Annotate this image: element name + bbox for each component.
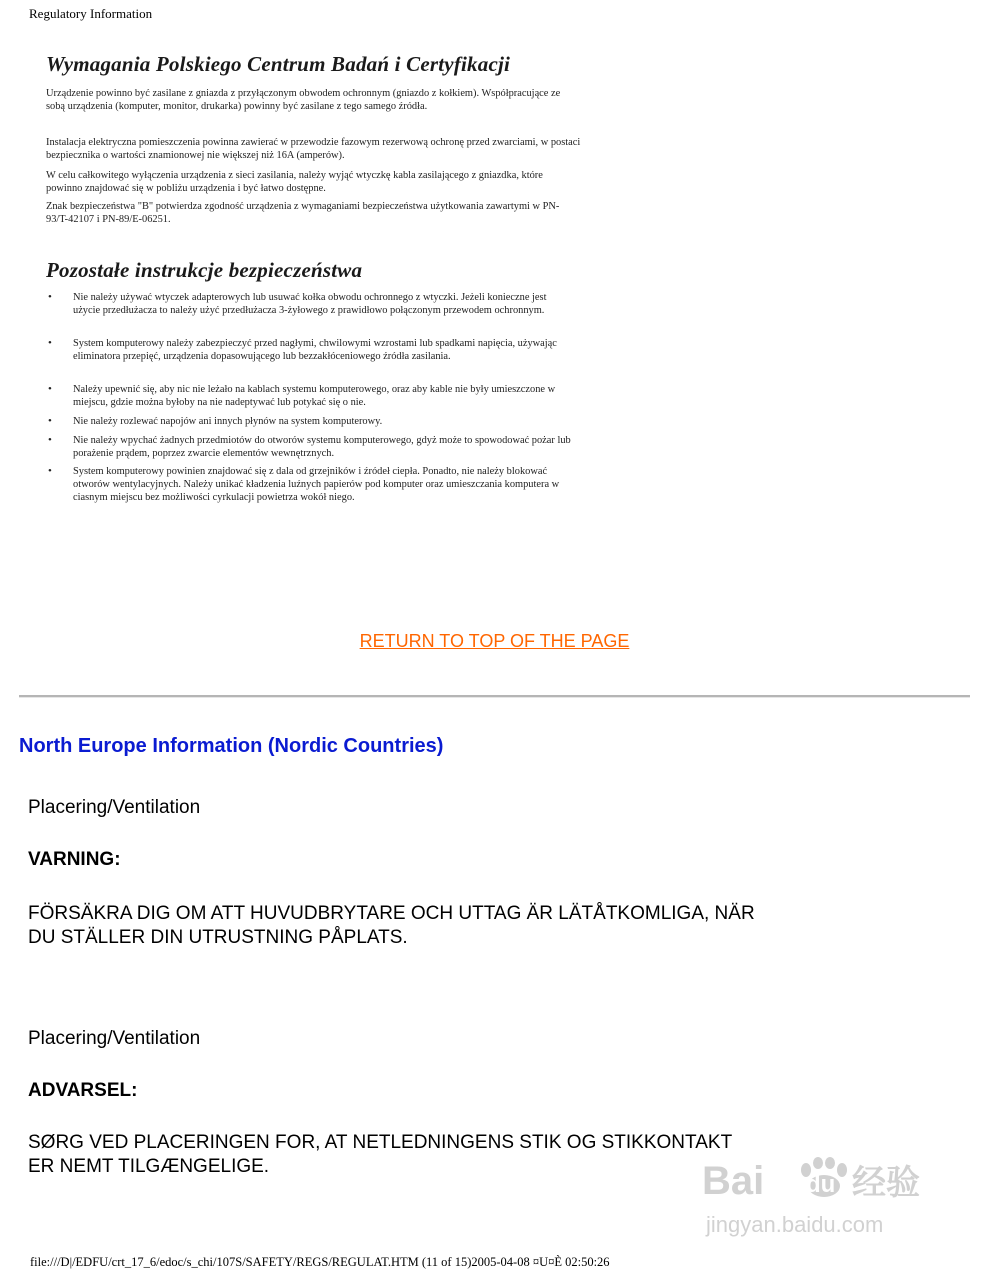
polish-paragraph: Instalacja elektryczna pomieszczenia powinna zawierać w przewodzie fazowym rezerwową ochronę przed zwarciami, w postaci bezpiecznika o wartości znamionowej nie większej niż 16A (amperów).	[46, 137, 581, 161]
warning-text-line: DU STÄLLER DIN UTRUSTNING PÅPLATS.	[28, 927, 408, 948]
baidu-watermark	[700, 1150, 940, 1250]
return-link-container	[0, 631, 989, 652]
bullet-icon: •	[48, 415, 52, 427]
bullet-item	[46, 415, 586, 428]
watermark-brand: Bai	[702, 1159, 765, 1203]
polish-paragraph: Urządzenie powinno być zasilane z gniazda z przyłączonym obwodem ochronnym (gniazdo z kołkiem). Współpracujące ze sobą urządzenia (komputer, monitor, drukarka) powinny być zasilane z tego samego źródła.	[46, 88, 561, 112]
polish-safety-heading: Pozostałe instrukcje bezpieczeństwa	[46, 258, 363, 282]
placement-label: Placering/Ventilation	[28, 797, 201, 818]
bullet-text: System komputerowy należy zabezpieczyć przed nagłymi, chwilowymi wzrostami lub spadkami napięcia, używając eliminatora przepięć, urządzenia dopasowującego lub bezzakłóceniowego źródła zasilania.	[73, 338, 557, 362]
polish-heading: Wymagania Polskiego Centrum Badań i Certyfikacji	[46, 52, 511, 76]
section-title: North Europe Information (Nordic Countries)	[19, 735, 444, 757]
file-path-footer: file:///D|/EDFU/crt_17_6/edoc/s_chi/107S/SAFETY/REGS/REGULAT.HTM (11 of 15)2005-04-08 ¤U¤È 02:50:26	[30, 1255, 610, 1269]
bullet-icon: •	[48, 291, 52, 303]
watermark-url: jingyan.baidu.com	[706, 1212, 884, 1237]
bullet-item	[46, 383, 586, 409]
warning-label: ADVARSEL:	[28, 1080, 138, 1101]
bullet-item	[46, 291, 586, 317]
polish-paragraph: Znak bezpieczeństwa "B" potwierdza zgodność urządzenia z wymaganiami bezpieczeństwa użytkowania zawartymi w PN-93/T-42107 i PN-89/E-06251.	[46, 201, 560, 225]
watermark-graphic	[700, 1150, 940, 1250]
bullet-icon: •	[48, 434, 52, 446]
bullet-text: Nie należy używać wtyczek adapterowych lub usuwać kołka obwodu ochronnego z wtyczki. Jeżeli konieczne jest użycie przedłużacza to należy użyć przedłużacza 3-żyłowego z prawidłowo połączonym przewodem ochronnym.	[73, 292, 547, 316]
polish-regulation-scan	[46, 52, 586, 503]
polish-paragraph: W celu całkowitego wyłączenia urządzenia z sieci zasilania, należy wyjąć wtyczkę kabla zasilającego z gniazdka, które powinno znajdować się w pobliżu urządzenia i być łatwo dostępne.	[46, 170, 543, 194]
bullet-text: System komputerowy powinien znajdować się z dala od grzejników i źródeł ciepła. Ponadto, nie należy blokować otworów wentylacyjnych. Należy unikać kładzenia luźnych papierów pod komputer oraz umieszczania komputera w ciasnym miejscu bez możliwości cyrkulacji powietrza wokół niego.	[73, 466, 560, 503]
placement-label: Placering/Ventilation	[28, 1028, 201, 1049]
return-to-top-link[interactable]: RETURN TO TOP OF THE PAGE	[359, 631, 630, 651]
warning-text-line: FÖRSÄKRA DIG OM ATT HUVUDBRYTARE OCH UTTAG ÄR LÄTÅTKOMLIGA, NÄR	[28, 903, 755, 924]
bullet-text: Należy upewnić się, aby nic nie leżało na kablach systemu komputerowego, oraz aby kable nie były umieszczone w miejscu, gdzie można byłoby na nie nadeptywać lub potykać się o nie.	[73, 384, 556, 408]
bullet-item	[46, 337, 586, 363]
bullet-text: Nie należy rozlewać napojów ani innych płynów na system komputerowy.	[73, 416, 383, 427]
watermark-brand-2: du	[806, 1171, 836, 1198]
bullet-item	[46, 465, 586, 504]
warning-text-line: SØRG VED PLACERINGEN FOR, AT NETLEDNINGENS STIK OG STIKKONTAKT	[28, 1132, 733, 1153]
bullet-icon: •	[48, 465, 52, 477]
bullet-item	[46, 434, 586, 460]
page-header-title: Regulatory Information	[29, 6, 153, 21]
warning-label: VARNING:	[28, 849, 121, 870]
watermark-cn: 经验	[852, 1164, 920, 1202]
bullet-icon: •	[48, 337, 52, 349]
bullet-text: Nie należy wpychać żadnych przedmiotów do otworów systemu komputerowego, gdyż może to spowodować pożar lub porażenie prądem, poprzez zwarcie elementów wewnętrznych.	[73, 435, 571, 459]
horizontal-divider	[19, 695, 970, 698]
bullet-icon: •	[48, 383, 52, 395]
warning-text-line: ER NEMT TILGÆNGELIGE.	[28, 1156, 270, 1177]
